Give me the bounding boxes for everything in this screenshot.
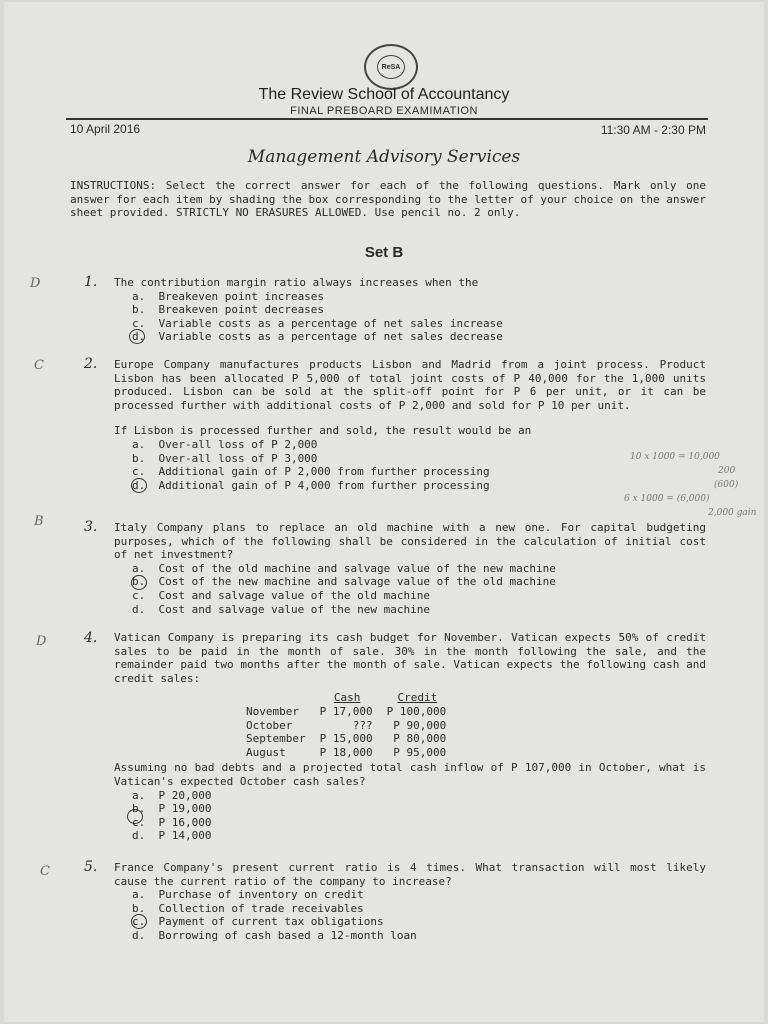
answer-circle	[129, 329, 145, 344]
option-c: c. Variable costs as a percentage of net sales increase	[132, 316, 503, 330]
table-cell: P 95,000	[393, 745, 447, 759]
option-d: d. Cost and salvage value of the new machine	[132, 602, 431, 616]
margin-note: 200	[718, 466, 736, 476]
question-stem: The contribution margin ratio always increases when the	[114, 276, 479, 289]
option-a: a. Over-all loss of P 2,000	[132, 437, 318, 451]
margin-answer-mark: D	[36, 634, 47, 649]
exam-date: 10 April 2016	[70, 122, 141, 136]
option-b: b. Breakeven point decreases	[132, 303, 325, 317]
subject-title: Management Advisory Services	[247, 147, 521, 167]
table-row	[246, 705, 460, 719]
table-cell: September	[246, 732, 306, 746]
answer-circle	[131, 478, 147, 493]
table-header: Cash	[333, 691, 361, 705]
seal-text: ReSA	[377, 55, 405, 79]
option-a: a. P 20,000	[132, 788, 212, 802]
exam-time: 11:30 AM - 2:30 PM	[600, 123, 706, 137]
question-number: 4.	[84, 630, 98, 646]
table-row	[246, 719, 460, 733]
option-d: d. Borrowing of cash based a 12-month loan	[132, 928, 417, 942]
table-cell: P 17,000	[319, 704, 373, 718]
option-b: b. P 19,000	[132, 802, 212, 816]
margin-note: 6 x 1000 = (6,000)	[624, 494, 710, 504]
set-label: Set B	[364, 244, 404, 261]
question-number: 2.	[84, 356, 98, 372]
question-number: 3.	[84, 519, 98, 535]
question-number: 1.	[84, 274, 98, 290]
table-header: Credit	[397, 691, 438, 705]
answer-circle	[127, 809, 143, 824]
question-5	[114, 861, 706, 943]
question-stem: Europe Company manufactures products Lisbon and Madrid from a joint process. Product Lisbon has been allocated P 5,000 of total joint costs of P 40,000 for the 1,000 units produced. Lisbon can be sold at the split-off point for P 6 per unit, or it can be processed further with additional costs of P 2,000 and sold for P 10 per unit.	[114, 358, 706, 412]
question-number: 5.	[84, 859, 98, 875]
table-row	[246, 746, 460, 760]
header-rule	[66, 118, 708, 120]
table-cell: P 18,000	[319, 745, 373, 759]
margin-answer-mark: B	[34, 514, 44, 529]
table-header-row	[246, 691, 460, 705]
option-a: a. Breakeven point increases	[132, 289, 325, 303]
question-1	[114, 276, 706, 344]
option-c: c. Additional gain of P 2,000 from further processing	[132, 465, 490, 479]
sales-table	[246, 691, 460, 759]
question-stem: Vatican Company is preparing its cash budget for November. Vatican expects 50% of credit sales to be paid in the month of sale. 30% in the month following the sale, and the remainder paid two months after the month of sale. Vatican expects the following cash and credit sales:	[114, 631, 706, 685]
option-d: d. Variable costs as a percentage of net sales decrease	[132, 330, 503, 344]
table-cell: P 90,000	[393, 718, 447, 732]
margin-note: 2,000 gain	[708, 508, 757, 518]
exam-title: FINAL PREBOARD EXAMIMATION	[290, 105, 478, 117]
table-cell: November	[246, 704, 299, 718]
option-c: c. P 16,000	[132, 815, 212, 829]
option-b: b. Collection of trade receivables	[132, 901, 364, 915]
school-name: The Review School of Accountancy	[258, 86, 510, 103]
table-cell: October	[246, 718, 293, 732]
table-cell: ???	[352, 718, 373, 732]
question-2	[114, 358, 706, 492]
table-row	[246, 732, 460, 746]
question-stem-continued: If Lisbon is processed further and sold, the result would be an	[114, 424, 532, 438]
question-stem-continued: Assuming no bad debts and a projected total cash inflow of P 107,000 in October, what is Vatican's expected October cash sales?	[114, 761, 706, 788]
school-seal	[364, 44, 418, 90]
margin-answer-mark: C	[34, 358, 44, 373]
margin-note: (600)	[714, 480, 739, 490]
question-stem: France Company's present current ratio is 4 times. What transaction will most likely cause the current ratio of the company to increase?	[114, 861, 706, 888]
question-3	[114, 521, 706, 616]
question-stem: Italy Company plans to replace an old machine with a new one. For capital budgeting purposes, which of the following shall be considered in the calculation of initial cost of net investment?	[114, 521, 706, 562]
option-b: b. Over-all loss of P 3,000	[132, 451, 318, 465]
option-a: a. Cost of the old machine and salvage value of the new machine	[132, 561, 556, 575]
option-d: d. P 14,000	[132, 829, 212, 843]
table-cell: August	[246, 745, 286, 759]
margin-answer-mark: C	[40, 864, 50, 879]
table-cell: P 15,000	[319, 732, 373, 746]
instructions: INSTRUCTIONS: Select the correct answer for each of the following questions. Mark only one answer for each item by shading the box corresponding to the letter of your choice on the answer sheet provided. STRICTLY NO ERASURES ALLOWED. Use pencil no. 2 only.	[70, 179, 706, 220]
table-cell: P 100,000	[386, 704, 447, 718]
table-cell: P 80,000	[393, 732, 447, 746]
table-header	[246, 691, 320, 705]
option-b: b. Cost of the new machine and salvage value of the old machine	[132, 575, 556, 589]
margin-answer-mark: D	[30, 276, 41, 291]
option-c: c. Cost and salvage value of the old machine	[132, 588, 431, 602]
margin-note: 10 x 1000 = 10,000	[630, 452, 720, 462]
option-a: a. Purchase of inventory on credit	[132, 888, 364, 902]
answer-circle	[131, 914, 147, 929]
option-d: d. Additional gain of P 4,000 from further processing	[132, 478, 490, 492]
option-c: c. Payment of current tax obligations	[132, 915, 384, 929]
question-4	[114, 631, 706, 843]
answer-circle	[131, 575, 147, 590]
